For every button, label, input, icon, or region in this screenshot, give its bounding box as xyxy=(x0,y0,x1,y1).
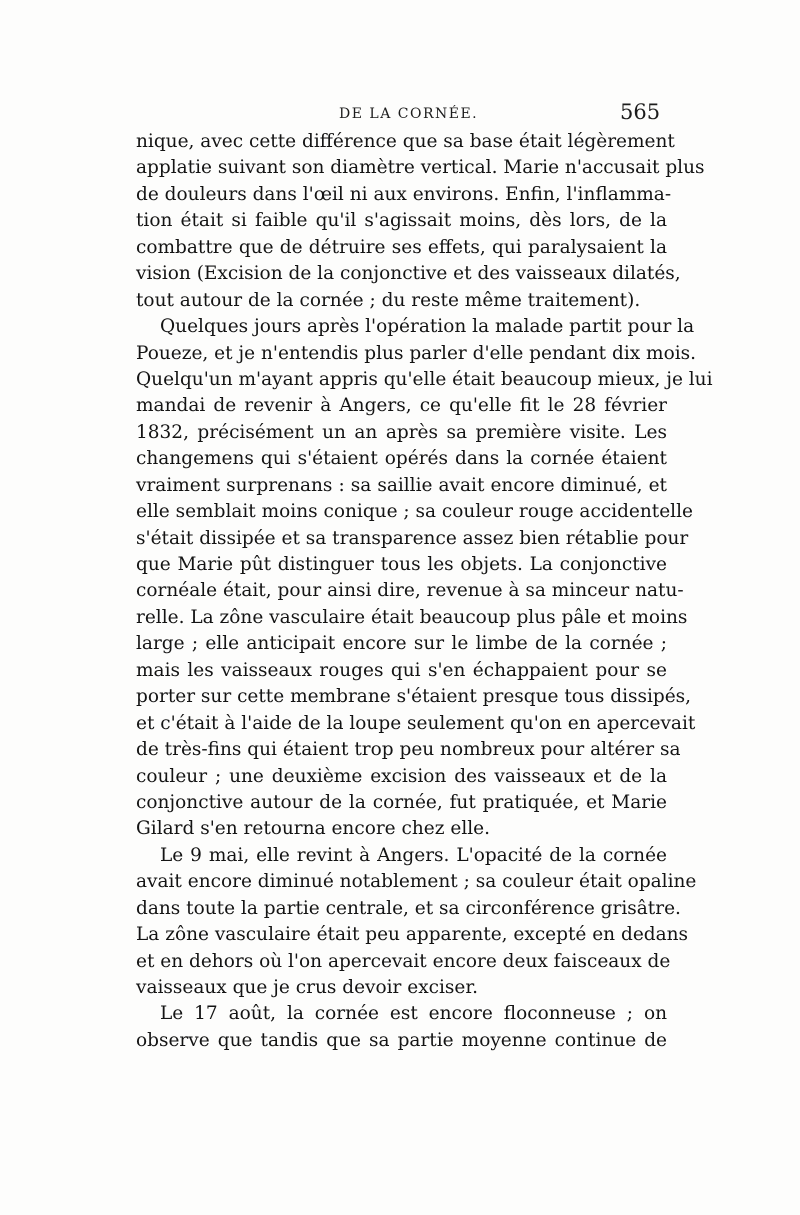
text-line: Poueze, et je n'entendis plus parler d'elle pendant dix mois. xyxy=(136,342,697,364)
text-line: combattre que de détruire ses effets, qui paralysaient la xyxy=(136,236,667,258)
text-line: relle. La zône vasculaire était beaucoup plus pâle et moins xyxy=(136,606,688,628)
body-text xyxy=(136,129,713,1054)
text-line: 1832, précisément un an après sa première visite. Les xyxy=(136,421,667,443)
text-line: Quelqu'un m'ayant appris qu'elle était beaucoup mieux, je lui xyxy=(136,368,713,390)
text-line: cornéale était, pour ainsi dire, revenue à sa minceur natu- xyxy=(136,580,684,602)
text-line: mais les vaisseaux rouges qui s'en échappaient pour se xyxy=(136,659,667,681)
text-line: large ; elle anticipait encore sur le limbe de la cornée ; xyxy=(136,633,667,655)
text-line: de douleurs dans l'œil ni aux environs. Enfin, l'inflamma- xyxy=(136,183,672,205)
text-line: Quelques jours après l'opération la malade partit pour la xyxy=(160,316,695,338)
text-line: Gilard s'en retourna encore chez elle. xyxy=(136,818,490,840)
running-title: DE LA CORNÉE. xyxy=(339,106,479,122)
page-number: 565 xyxy=(620,100,661,124)
text-line: que Marie pût distinguer tous les objets. La conjonctive xyxy=(136,554,667,575)
text-line: dans toute la partie centrale, et sa circonférence grisâtre. xyxy=(136,897,681,919)
text-line: elle semblait moins conique ; sa couleur rouge accidentelle xyxy=(136,501,693,523)
running-head xyxy=(0,100,800,128)
text-line: tout autour de la cornée ; du reste même traitement). xyxy=(136,289,641,311)
text-line: tion était si faible qu'il s'agissait moins, dès lors, de la xyxy=(136,210,667,232)
text-line: Le 17 août, la cornée est encore floconneuse ; on xyxy=(160,1003,667,1025)
text-line: observe que tandis que sa partie moyenne continue de xyxy=(136,1029,667,1051)
text-line: La zône vasculaire était peu apparente, excepté en dedans xyxy=(136,924,689,946)
text-line: porter sur cette membrane s'étaient presque tous dissipés, xyxy=(136,686,692,708)
text-line: et c'était à l'aide de la loupe seulement qu'on en apercevait xyxy=(136,712,696,734)
text-line: mandai de revenir à Angers, ce qu'elle fit le 28 février xyxy=(136,395,667,417)
text-line: s'était dissipée et sa transparence assez bien rétablie pour xyxy=(136,527,689,549)
text-line: vraiment surprenans : sa saillie avait encore diminué, et xyxy=(136,474,667,496)
text-line: vaisseaux que je crus devoir exciser. xyxy=(136,977,479,998)
text-line: de très-fins qui étaient trop peu nombreux pour altérer sa xyxy=(136,739,681,761)
text-line: avait encore diminué notablement ; sa couleur était opaline xyxy=(136,871,697,893)
text-line: et en dehors où l'on apercevait encore deux faisceaux de xyxy=(136,950,671,972)
text-line: couleur ; une deuxième excision des vaisseaux et de la xyxy=(136,765,667,787)
text-line: changemens qui s'étaient opérés dans la cornée étaient xyxy=(136,448,667,470)
text-line: applatie suivant son diamètre vertical. Marie n'accusait plus xyxy=(136,157,705,179)
text-line: conjonctive autour de la cornée, fut pratiquée, et Marie xyxy=(136,791,667,813)
text-line: vision (Excision de la conjonctive et des vaisseaux dilatés, xyxy=(136,263,681,285)
text-line: nique, avec cette différence que sa base était légèrement xyxy=(136,131,675,152)
text-line: Le 9 mai, elle revint à Angers. L'opacité de la cornée xyxy=(160,844,667,866)
